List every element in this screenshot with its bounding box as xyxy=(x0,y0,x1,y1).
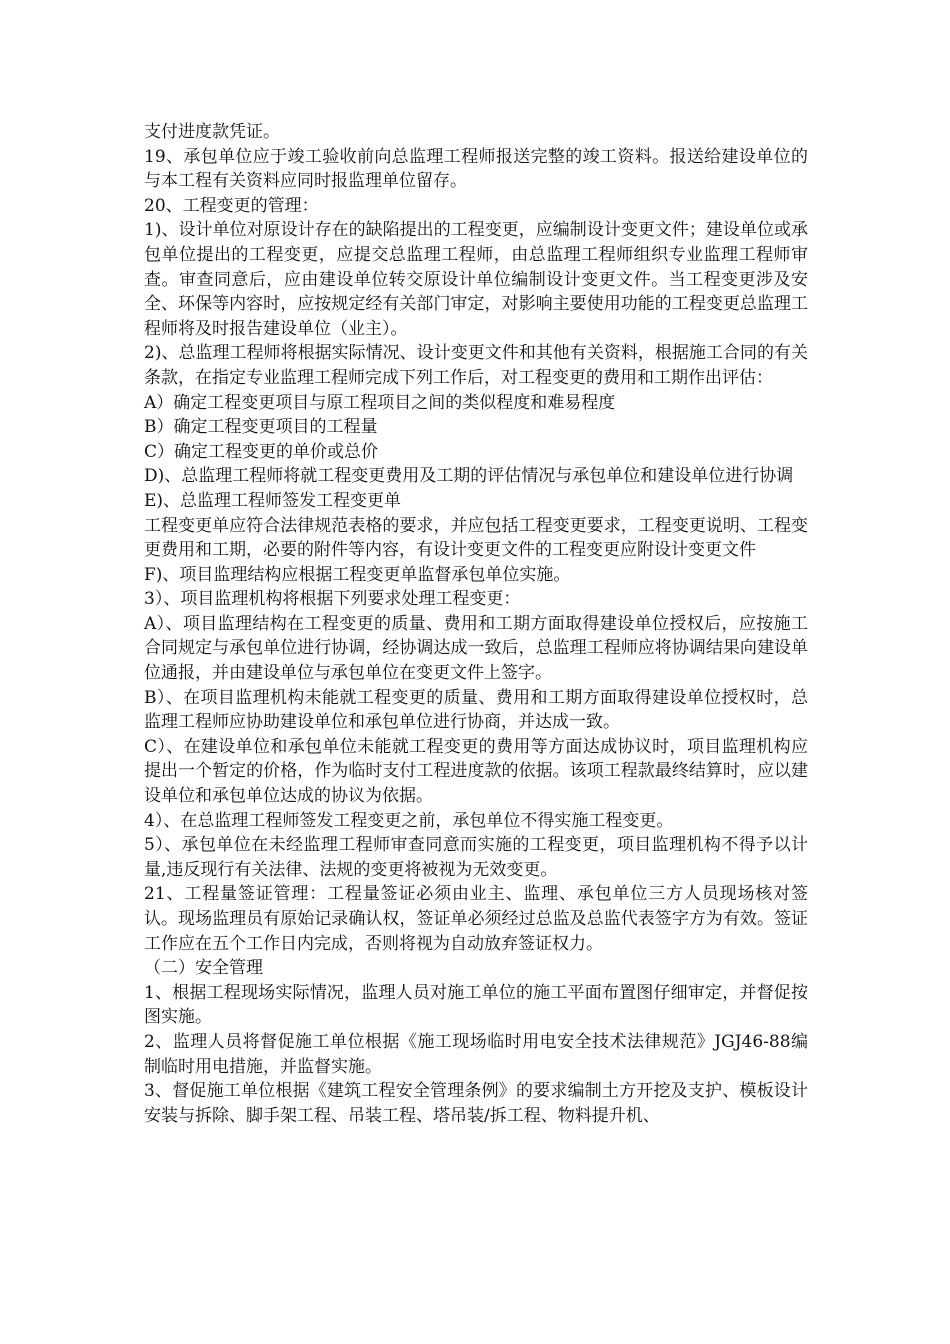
document-page xyxy=(144,120,808,1128)
list-item: A）、项目监理结构在工程变更的质量、费用和工期方面取得建设单位授权后，应按施工合同规定与承包单位进行协调，经协调达成一致后，总监理工程师应将协调结果向建设单位通报，并由建设单位与承包单位在变更文件上签字。 xyxy=(144,613,808,684)
list-item: C）确定工程变更的单价或总价 xyxy=(144,441,379,462)
list-item: E)、总监理工程师签发工程变更单 xyxy=(144,490,402,511)
paragraph: 1、根据工程现场实际情况，监理人员对施工单位的施工平面布置图仔细审定，并督促按图实施。 xyxy=(144,982,808,1028)
paragraph: 工程变更单应符合法律规范表格的要求，并应包括工程变更要求，工程变更说明、工程变更费用和工期，必要的附件等内容，有设计变更文件的工程变更应附设计变更文件 xyxy=(144,515,808,561)
list-item: A）确定工程变更项目与原工程项目之间的类似程度和难易程度 xyxy=(144,392,616,413)
list-item: C）、在建设单位和承包单位未能就工程变更的费用等方面达成协议时，项目监理机构应提出一个暂定的价格，作为临时支付工程进度款的依据。该项工程款最终结算时，应以建设单位和承包单位达成的协议为依据。 xyxy=(144,736,808,807)
list-item: B）、在项目监理机构未能就工程变更的质量、费用和工期方面取得建设单位授权时，总监理工程师应协助建设单位和承包单位进行协商，并达成一致。 xyxy=(144,687,808,733)
paragraph: 3、督促施工单位根据《建筑工程安全管理条例》的要求编制土方开挖及支护、模板设计安装与拆除、脚手架工程、吊装工程、塔吊装/拆工程、物料提升机、 xyxy=(144,1081,808,1126)
list-item: F)、项目监理结构应根据工程变更单监督承包单位实施。 xyxy=(144,564,571,585)
list-item: B）确定工程变更项目的工程量 xyxy=(144,417,378,438)
paragraph: 20、工程变更的管理： xyxy=(144,195,319,216)
paragraph: 19、承包单位应于竣工验收前向总监理工程师报送完整的竣工资料。报送给建设单位的与本工程有关资料应同时报监理单位留存。 xyxy=(144,146,808,192)
paragraph: 3）、项目监理机构将根据下列要求处理工程变更： xyxy=(144,589,521,610)
list-item: D)、总监理工程师将就工程变更费用及工期的评估情况与承包单位和建设单位进行协调 xyxy=(144,466,794,487)
paragraph: 2)、总监理工程师将根据实际情况、设计变更文件和其他有关资料，根据施工合同的有关条款，在指定专业监理工程师完成下列工作后，对工程变更的费用和工期作出评估： xyxy=(144,343,808,388)
section-heading: （二）安全管理 xyxy=(144,958,263,979)
paragraph: 支付进度款凭证。 xyxy=(144,122,280,142)
paragraph: 21、工程量签证管理：工程量签证必须由业主、监理、承包单位三方人员现场核对签认。现场监理员有原始记录确认权，签证单必须经过总监及总监代表签字方为有效。签证工作应在五个工作日内完成，否则将视为自动放弃签证权力。 xyxy=(144,884,808,954)
list-item: 5）、承包单位在未经监理工程师审查同意而实施的工程变更，项目监理机构不得予以计量,违反现行有关法律、法规的变更将被视为无效变更。 xyxy=(144,835,808,880)
list-item: 4）、在总监理工程师签发工程变更之前，承包单位不得实施工程变更。 xyxy=(144,810,674,831)
paragraph: 1)、设计单位对原设计存在的缺陷提出的工程变更，应编制设计变更文件；建设单位或承包单位提出的工程变更，应提交总监理工程师，由总监理工程师组织专业监理工程师审查。审查同意后，应由建设单位转交原设计单位编制设计变更文件。当工程变更涉及安全、环保等内容时，应按规定经有关部门审定，对影响主要使用功能的工程变更总监理工程师将及时报告建设单位（业主）。 xyxy=(144,220,808,339)
paragraph: 2、监理人员将督促施工单位根据《施工现场临时用电安全技术法律规范》JGJ46-88编制临时用电措施，并监督实施。 xyxy=(144,1031,808,1077)
